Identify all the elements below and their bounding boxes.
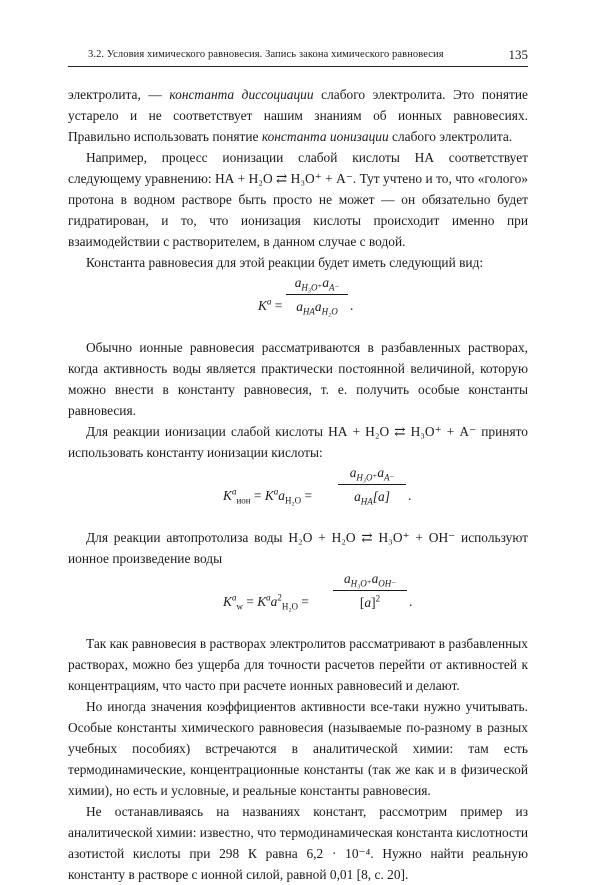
formula-3-tail: . [409, 594, 413, 609]
formula-2-numerator: $a_{H_3O^+}a_{A^-}$ [349, 465, 395, 483]
paragraph-3: Константа равновесия для этой реакции будет иметь следующий вид: [86, 255, 484, 270]
formula-1-fraction [286, 273, 348, 317]
formula-3-denominator: $[a]^2$ [359, 593, 381, 610]
formula-ionization-constant [68, 463, 528, 527]
paragraph-6: Для реакции автопротолиза воды H₂O + H₂O ⇄ H₃O⁺ + OH⁻ используют ионное произведение воды [68, 530, 528, 566]
formula-3-numerator: $a_{H_3O^+}a_{OH^-}$ [343, 571, 397, 589]
body-text [68, 84, 528, 885]
formula-2-fraction [338, 463, 406, 507]
formula-2-lhs: $K^a_{ион} = K^aa_{H_2O}$ = [223, 486, 313, 506]
formula-3-lhs: $K^a_w = K^aa^2_{H_2O}$ = [223, 592, 309, 612]
formula-3-fraction [333, 569, 407, 613]
paragraph-7: Так как равновесия в растворах электролитов рассматривают в разбавленных растворах, можно без ущерба для точности расчетов перейти от активностей к концентрациям, что часто при расчете ионных равновесий и делают. [68, 636, 528, 693]
fraction-bar [286, 294, 348, 295]
formula-2-denominator: $a_{HA}[a]$ [354, 489, 390, 507]
paragraph-5: Для реакции ионизации слабой кислоты НА + H₂O ⇄ H₃O⁺ + А⁻ принято использовать константу ионизации кислоты: [68, 424, 528, 460]
paragraph-1: электролита, — константа диссоциации слабого электролита. Это понятие устарело и не соответствует нашим знаниям об ионных равновесиях. Правильно использовать понятие константа ионизации слабого электролита. [68, 87, 528, 144]
formula-1-denominator: $a_{HA}a_{H_2O}$ [296, 299, 338, 317]
formula-1-tail: . [350, 298, 354, 313]
formula-1-numerator: $a_{H_3O^+}a_{A^-}$ [294, 275, 340, 293]
formula-1-lhs: $K^a$ = [258, 296, 283, 313]
fraction-bar [333, 590, 407, 591]
formula-2-tail: . [408, 488, 412, 503]
fraction-bar [338, 484, 406, 485]
page-number: 135 [508, 47, 528, 62]
paragraph-4: Обычно ионные равновесия рассматриваются в разбавленных растворах, когда активность воды является практически постоянной величиной, которую можно внести в константу равновесия, т. е. получить особые константы равновесия. [68, 340, 528, 418]
running-header [68, 42, 528, 67]
paragraph-2: Например, процесс ионизации слабой кислоты НА соответствует следующему уравнению: НА + H₂O ⇄ H₃O⁺ + А⁻. Тут учтено и то, что «голого» протона в водном растворе быть просто не может — он обязательно будет гидратирован, и то, что ионизация кислоты происходит именно при взаимодействии с растворителем, в данном случае с водой. [68, 150, 528, 249]
formula-equilibrium-constant [68, 273, 528, 337]
paragraph-9: Не останавливаясь на названиях констант, рассмотрим пример из аналитической химии: известно, что термодинамическая константа кислотности азотистой кислоты при 298 К равна 6,2 · 10⁻⁴. Нужно найти реальную константу в растворе с ионной силой, равной 0,01 [8, с. 20]. [68, 804, 528, 882]
formula-ion-product-water [68, 569, 528, 633]
chapter-title: 3.2. Условия химического равновесия. Запись закона химического равновесия [88, 49, 444, 60]
paragraph-8: Но иногда значения коэффициентов активности все-таки нужно учитывать. Особые константы химического равновесия (называемые по-разному в разных учебных пособиях) встречаются в аналитической химии: там есть термодинамические, концентрационные константы (так же как и в физической химии), но есть и условные, и реальные константы равновесия. [68, 699, 528, 798]
